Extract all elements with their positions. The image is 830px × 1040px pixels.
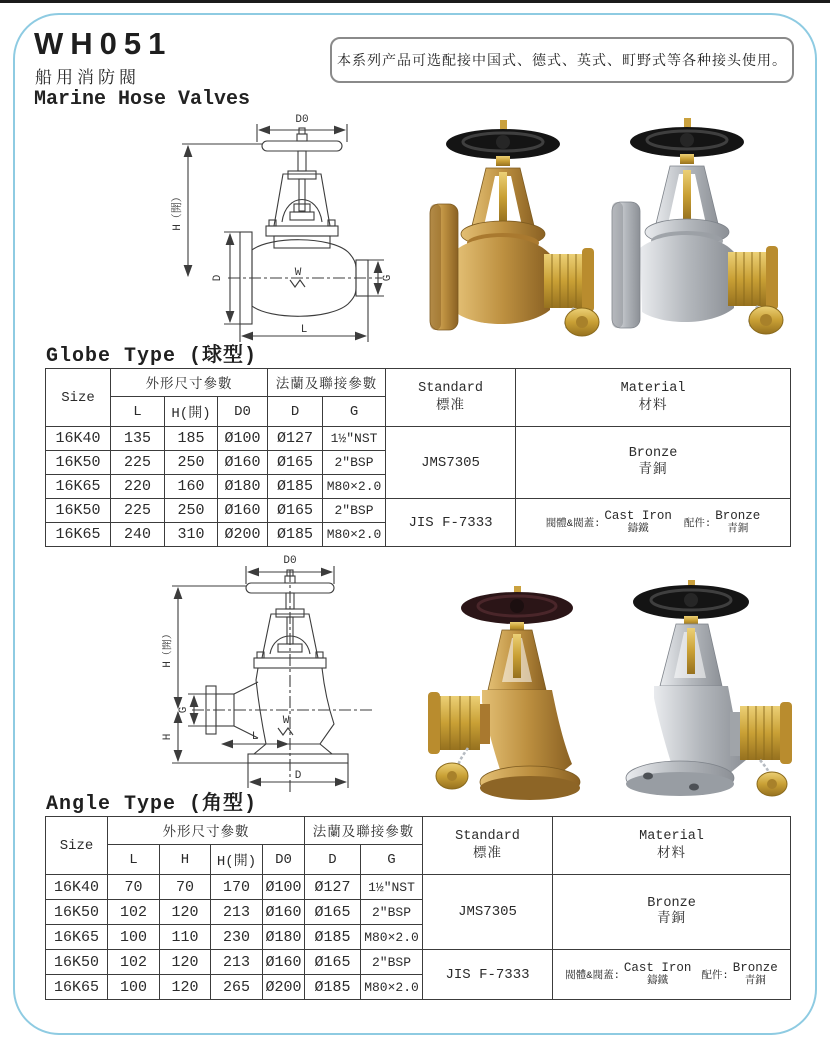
page-subtitle-en: Marine Hose Valves xyxy=(34,88,251,111)
dim-label-h: H xyxy=(162,733,174,741)
table-row: 16K50 225 250 Ø160 Ø165 2″BSP JIS F-7333 閥體&閥蓋: Cast Iron 鑄鐵 配件: Bronze 青銅 xyxy=(46,499,791,523)
col-header-material: Material 材料 xyxy=(516,369,791,427)
angle-table xyxy=(45,816,791,1000)
col-header-d: D xyxy=(305,845,361,875)
col-header-h-open: H(開) xyxy=(165,397,218,427)
standard-value: JMS7305 xyxy=(423,875,553,950)
globe-valve-technical-drawing xyxy=(170,108,432,350)
table-row: 16K65 220 160 Ø180 Ø185 M80×2.0 xyxy=(46,475,791,499)
dim-label-g: G xyxy=(178,706,190,714)
note-box xyxy=(330,37,794,83)
globe-valve-photo-bronze xyxy=(424,114,610,346)
col-header-l: L xyxy=(111,397,165,427)
table-row: 16K40 135 185 Ø100 Ø127 1½″NST JMS7305 Bronze 青銅 xyxy=(46,427,791,451)
dim-label-d: D xyxy=(212,274,224,282)
table-row: 16K65 100 120 265 Ø200 Ø185 M80×2.0 xyxy=(46,975,791,1000)
table-row: 16K65 240 310 Ø200 Ø185 M80×2.0 xyxy=(46,523,791,547)
col-header-d0: D0 xyxy=(263,845,305,875)
dim-label-d0: D0 xyxy=(295,114,309,126)
material-value: Bronze 青銅 xyxy=(516,427,791,499)
scan-edge-strip xyxy=(0,0,830,3)
material-value: 閥體&閥蓋: Cast Iron 鑄鐵 配件: Bronze 青銅 xyxy=(553,950,791,1000)
dim-label-d: D xyxy=(294,770,302,782)
page-title: WH051 xyxy=(34,26,173,61)
dim-label-d0: D0 xyxy=(283,555,297,567)
table-row: 16K50 225 250 Ø160 Ø165 2″BSP xyxy=(46,451,791,475)
standard-value: JIS F-7333 xyxy=(386,499,516,547)
angle-section-label: Angle Type (角型) xyxy=(46,793,258,816)
angle-valve-photo-bronze xyxy=(428,580,596,804)
standard-value: JIS F-7333 xyxy=(423,950,553,1000)
note-text: 本系列产品可选配接中国式、德式、英式、町野式等各种接头使用。 xyxy=(337,54,787,70)
angle-valve-technical-drawing xyxy=(162,548,434,798)
col-group-dimensions: 外形尺寸參數 xyxy=(111,369,268,397)
dim-label-l: L xyxy=(300,324,308,336)
col-header-material: Material 材料 xyxy=(553,817,791,875)
material-value: 閥體&閥蓋: Cast Iron 鑄鐵 配件: Bronze 青銅 xyxy=(516,499,791,547)
globe-table xyxy=(45,368,791,547)
page-subtitle-zh: 船用消防閥 xyxy=(35,70,140,89)
col-header-d0: D0 xyxy=(218,397,268,427)
col-header-size: Size xyxy=(46,369,111,427)
col-header-l: L xyxy=(108,845,160,875)
table-row: 16K50 102 120 213 Ø160 Ø165 2″BSP JIS F-7333 閥體&閥蓋: Cast Iron 鑄鐵 配件: Bronze 青銅 xyxy=(46,950,791,975)
col-header-h: H xyxy=(160,845,211,875)
table-row: 16K50 102 120 213 Ø160 Ø165 2″BSP xyxy=(46,900,791,925)
angle-valve-photo-silver xyxy=(596,572,794,802)
standard-value: JMS7305 xyxy=(386,427,516,499)
col-header-d: D xyxy=(268,397,323,427)
globe-section-label: Globe Type (球型) xyxy=(46,345,258,368)
dim-label-w: W xyxy=(294,267,302,279)
col-header-standard: Standard 標准 xyxy=(423,817,553,875)
col-header-standard: Standard 標准 xyxy=(386,369,516,427)
col-header-g: G xyxy=(361,845,423,875)
col-group-connection: 法蘭及聯接參數 xyxy=(305,817,423,845)
col-group-dimensions: 外形尺寸參數 xyxy=(108,817,305,845)
dim-label-h-open: H（開） xyxy=(172,191,184,231)
col-header-g: G xyxy=(323,397,386,427)
dim-label-w: W xyxy=(282,715,290,727)
table-row: 16K40 70 70 170 Ø100 Ø127 1½″NST JMS7305 Bronze 青銅 xyxy=(46,875,791,900)
table-row: 16K65 100 110 230 Ø180 Ø185 M80×2.0 xyxy=(46,925,791,950)
col-header-size: Size xyxy=(46,817,108,875)
dim-label-l: L xyxy=(251,731,259,743)
dim-label-h-open: H（開） xyxy=(162,628,174,668)
col-group-connection: 法蘭及聯接參數 xyxy=(268,369,386,397)
material-value: Bronze 青銅 xyxy=(553,875,791,950)
globe-valve-photo-silver xyxy=(604,110,796,346)
col-header-h-open: H(開) xyxy=(211,845,263,875)
dim-label-g: G xyxy=(382,274,394,282)
